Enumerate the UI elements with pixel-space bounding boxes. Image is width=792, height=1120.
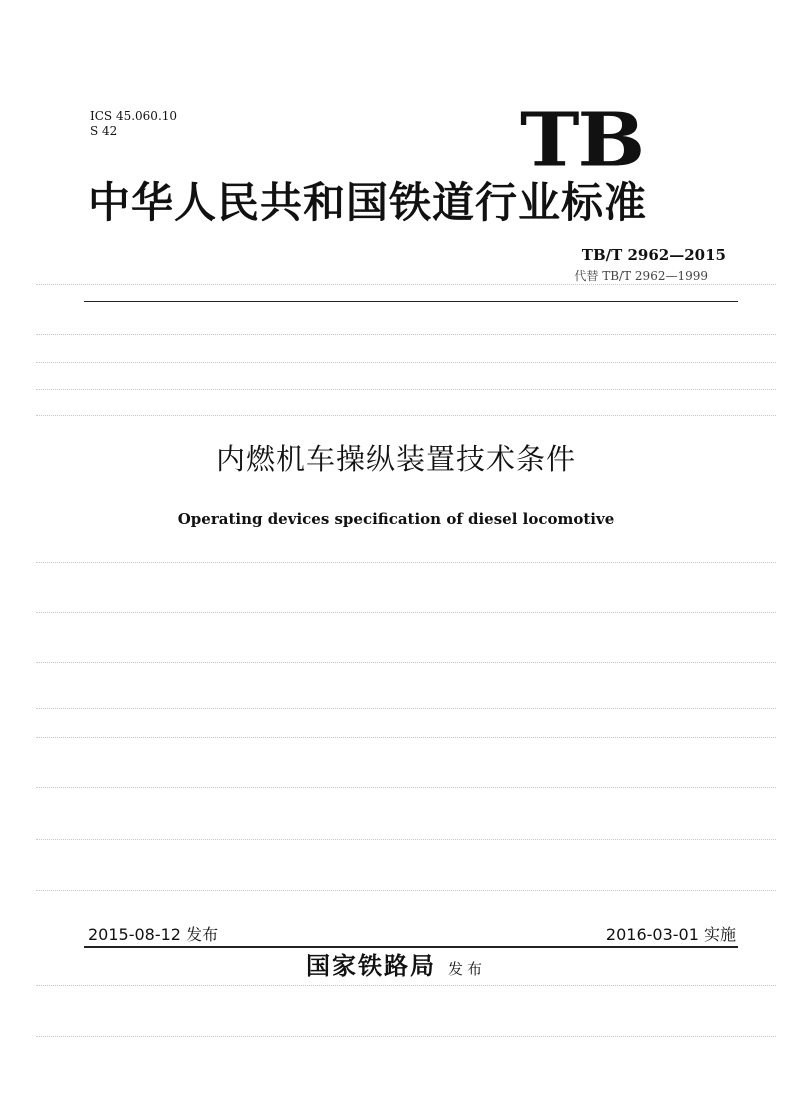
dotted-line — [36, 284, 776, 285]
header-divider — [84, 301, 738, 302]
dotted-line — [36, 708, 776, 709]
dotted-line — [36, 1036, 776, 1037]
publisher-line — [0, 951, 792, 984]
dotted-line — [36, 362, 776, 363]
issue-date: 2015-08-12 发布 — [88, 925, 219, 944]
document-title-en: Operating devices specification of diesel locomotive — [177, 510, 615, 528]
dotted-line — [36, 389, 776, 390]
tb-logo: TB — [520, 96, 644, 184]
publisher-suffix: 发布 — [447, 960, 486, 978]
dotted-line — [36, 415, 776, 416]
dotted-line — [36, 334, 776, 335]
publisher-name: 国家铁路局 — [305, 951, 436, 980]
dotted-line — [36, 985, 776, 986]
classification-codes — [90, 109, 177, 139]
dotted-line — [36, 562, 776, 563]
ccs-code: S 42 — [90, 124, 118, 138]
ics-code: ICS 45.060.10 — [90, 109, 178, 123]
standard-type-title: 中华人民共和国铁道行业标准 — [88, 178, 648, 227]
dotted-line — [36, 737, 776, 738]
implementation-date: 2016-03-01 实施 — [605, 925, 736, 944]
dotted-line — [36, 890, 776, 891]
replaces-standard: 代替 TB/T 2962—1999 — [574, 269, 708, 283]
dotted-line — [36, 839, 776, 840]
dotted-line — [36, 612, 776, 613]
footer-divider — [84, 946, 738, 948]
standard-number: TB/T 2962—2015 — [581, 246, 726, 264]
dotted-line — [36, 662, 776, 663]
document-title-cn: 内燃机车操纵装置技术条件 — [215, 442, 576, 476]
dotted-line — [36, 787, 776, 788]
